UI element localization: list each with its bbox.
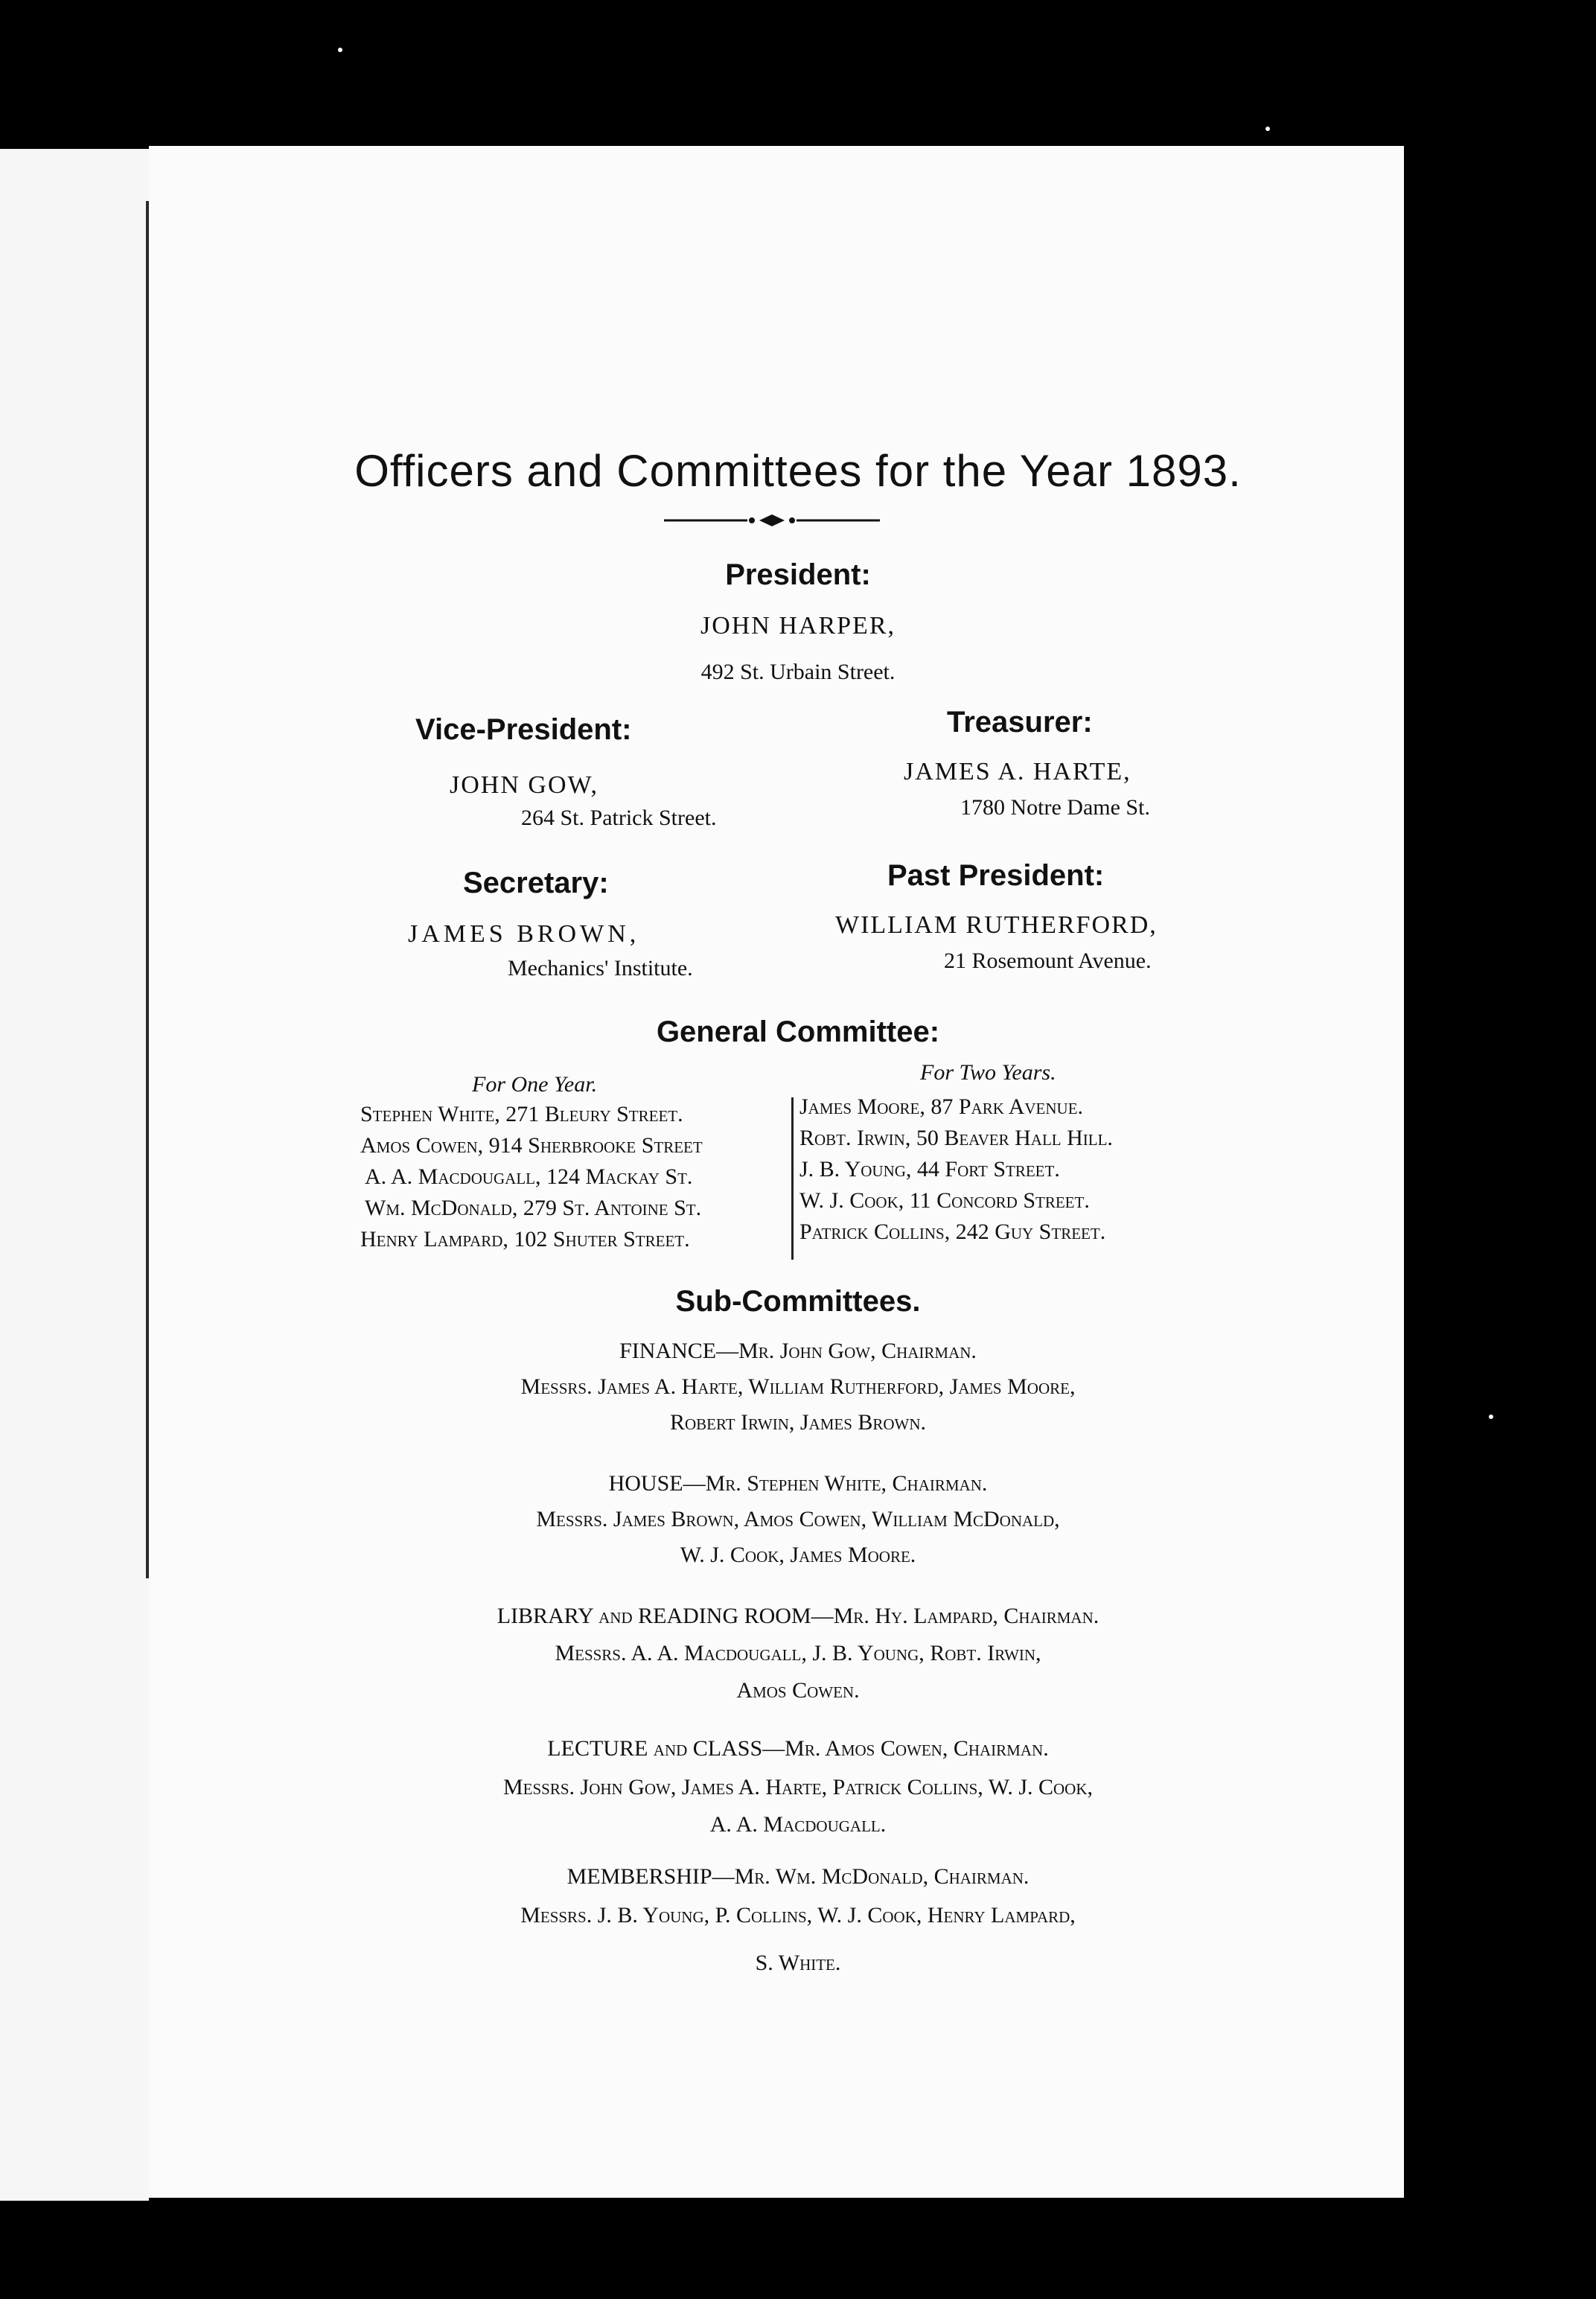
general-committee-heading: General Committee: xyxy=(656,1015,940,1048)
scan-speck xyxy=(338,48,342,52)
secretary-name: JAMES BROWN, xyxy=(408,920,640,948)
one-year-member: Henry Lampard, 102 Shuter Street. xyxy=(360,1227,690,1251)
library-title: LIBRARY and READING ROOM—Mr. Hy. Lampard, Chairman. xyxy=(497,1604,1099,1628)
column-divider xyxy=(791,1097,794,1260)
two-years-member: Robt. Irwin, 50 Beaver Hall Hill. xyxy=(799,1126,1113,1150)
one-year-member: Amos Cowen, 914 Sherbrooke Street xyxy=(360,1133,703,1158)
treasurer-heading: Treasurer: xyxy=(947,706,1093,739)
secretary-address: Mechanics' Institute. xyxy=(508,956,693,980)
house-members: W. J. Cook, James Moore. xyxy=(680,1543,916,1567)
finance-members: Robert Irwin, James Brown. xyxy=(669,1410,927,1435)
lecture-members: A. A. Macdougall. xyxy=(709,1812,887,1837)
past-president-address: 21 Rosemount Avenue. xyxy=(944,948,1152,973)
secretary-heading: Secretary: xyxy=(463,867,609,899)
one-year-member: Wm. McDonald, 279 St. Antoine St. xyxy=(365,1196,702,1220)
president-address: 492 St. Urbain Street. xyxy=(700,660,896,684)
house-members: Messrs. James Brown, Amos Cowen, William McDonald, xyxy=(536,1507,1060,1531)
treasurer-address: 1780 Notre Dame St. xyxy=(960,795,1150,820)
library-members: Messrs. A. A. Macdougall, J. B. Young, Robt. Irwin, xyxy=(555,1641,1041,1665)
one-year-member: Stephen White, 271 Bleury Street. xyxy=(360,1102,683,1126)
lecture-members: Messrs. John Gow, James A. Harte, Patrick Collins, W. J. Cook, xyxy=(502,1775,1094,1799)
past-president-name: WILLIAM RUTHERFORD, xyxy=(835,911,1158,939)
two-years-member: Patrick Collins, 242 Guy Street. xyxy=(799,1219,1106,1244)
one-year-label: For One Year. xyxy=(472,1072,598,1097)
membership-members: Messrs. J. B. Young, P. Collins, W. J. Cook, Henry Lampard, xyxy=(520,1903,1076,1927)
membership-members: S. White. xyxy=(755,1951,841,1975)
ornament-divider-icon xyxy=(664,512,880,529)
membership-title: MEMBERSHIP—Mr. Wm. McDonald, Chairman. xyxy=(566,1864,1030,1889)
scan-speck xyxy=(1489,1415,1493,1419)
house-title: HOUSE—Mr. Stephen White, Chairman. xyxy=(608,1471,988,1496)
vice-president-address: 264 St. Patrick Street. xyxy=(521,806,717,830)
library-members: Amos Cowen. xyxy=(736,1678,860,1703)
scan-speck xyxy=(1265,127,1270,131)
vice-president-name: JOHN GOW, xyxy=(450,771,598,799)
lecture-title: LECTURE and CLASS—Mr. Amos Cowen, Chairman. xyxy=(547,1736,1049,1761)
sub-committees-heading: Sub-Committees. xyxy=(675,1285,921,1318)
two-years-member: James Moore, 87 Park Avenue. xyxy=(799,1094,1084,1119)
one-year-member: A. A. Macdougall, 124 Mackay St. xyxy=(365,1164,693,1189)
past-president-heading: Past President: xyxy=(887,859,1105,892)
two-years-member: W. J. Cook, 11 Concord Street. xyxy=(799,1188,1090,1213)
finance-title: FINANCE—Mr. John Gow, Chairman. xyxy=(619,1339,977,1363)
page-title: Officers and Committees for the Year 1893. xyxy=(354,446,1242,496)
two-years-member: J. B. Young, 44 Fort Street. xyxy=(799,1157,1060,1182)
vice-president-heading: Vice-President: xyxy=(415,713,632,746)
president-name: JOHN HARPER, xyxy=(700,612,896,640)
treasurer-name: JAMES A. HARTE, xyxy=(904,758,1131,785)
two-years-label: For Two Years. xyxy=(920,1060,1056,1085)
finance-members: Messrs. James A. Harte, William Rutherford, James Moore, xyxy=(520,1374,1076,1399)
president-heading: President: xyxy=(725,558,871,591)
